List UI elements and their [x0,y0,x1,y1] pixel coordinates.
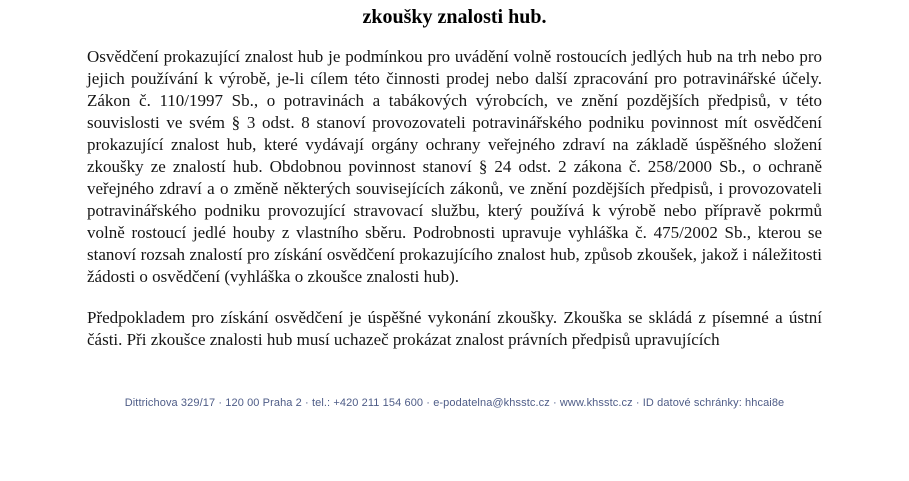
document-body [87,46,822,351]
paragraph-legal-overview: Osvědčení prokazující znalost hub je podmínkou pro uvádění volně rostoucích jedlých hub na trh nebo pro jejich používání k výrobě, je-li cílem této činnosti prodej nebo další zpracování pro potravinářské účely. Zákon č. 110/1997 Sb., o potravinách a tabákových výrobcích, ve znění pozdějších předpisů, v této souvislosti ve svém § 3 odst. 8 stanoví provozovateli potravinářského podniku povinnost mít osvědčení prokazující znalost hub, které vydávají orgány ochrany veřejného zdraví na základě úspěšného složení zkoušky ze znalostí hub. Obdobnou povinnost stanoví § 24 odst. 2 zákona č. 258/2000 Sb., o ochraně veřejného zdraví a o změně některých souvisejících zákonů, ve znění pozdějších předpisů, i provozovateli potravinářského podniku provozující stravovací službu, který používá k výrobě nebo přípravě pokrmů volně rostoucí jedlé houby z vlastního sběru. Podrobnosti upravuje vyhláška č. 475/2002 Sb., kterou se stanoví rozsah znalostí pro získání osvědčení prokazujícího znalost hub, způsob zkoušek, jakož i náležitosti žádosti o osvědčení (vyhláška o zkoušce znalosti hub). [87,47,822,286]
page-title: zkoušky znalosti hub. [362,6,547,28]
footer-contact-line: Dittrichova 329/17 · 120 00 Praha 2 · tel.: +420 211 154 600 · e-podatelna@khsstc.cz · www.khsstc.cz · ID datové schránky: hhcai8e [124,397,785,409]
paragraph-exam-requirements: Předpokladem pro získání osvědčení je úspěšné vykonání zkoušky. Zkouška se skládá z písemné a ústní části. Při zkoušce znalosti hub musí uchazeč prokázat znalost právních předpisů upravujících [87,308,822,349]
